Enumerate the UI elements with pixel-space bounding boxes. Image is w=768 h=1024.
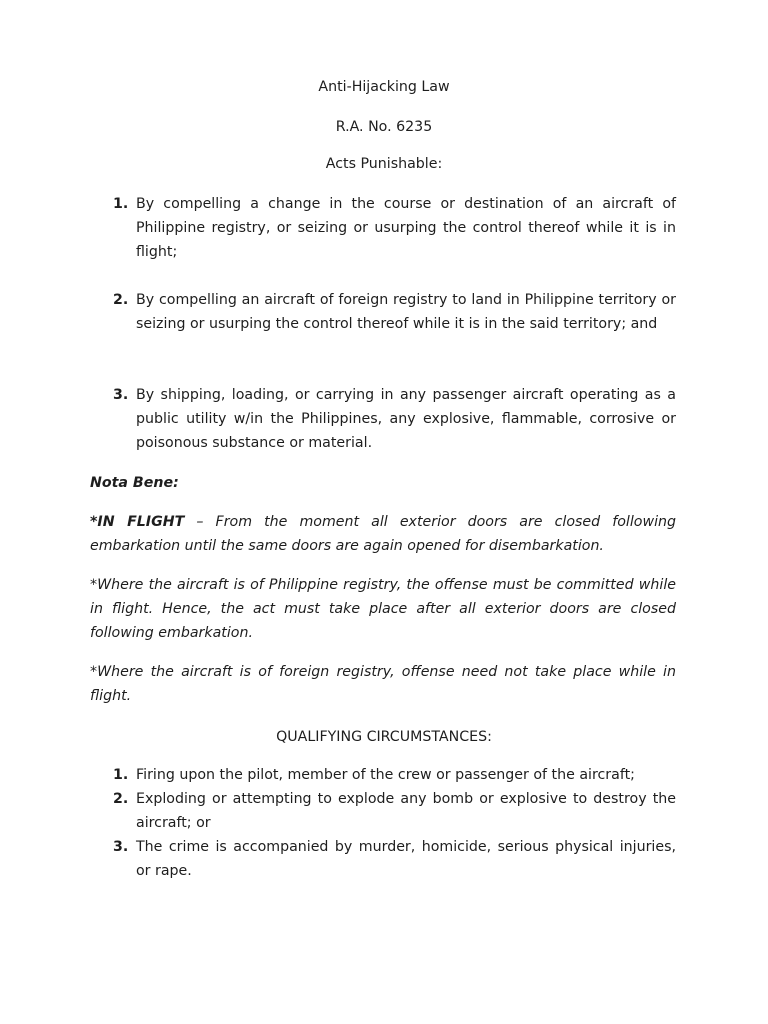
item-number: 2. [113,292,129,308]
item-number: 1. [113,196,129,212]
list-item [0,288,768,336]
ra-number: R.A. No. 6235 [335,119,433,135]
item-text: By shipping, loading, or carrying in any passenger aircraft operating as a public utility w/in the Philippines, any explosive, flammable, corrosive or poisonous substance or material. [136,387,676,451]
item-text: By compelling a change in the course or destination of an aircraft of Philippine registry, or seizing or usurping the control thereof while it is in flight; [136,196,676,260]
in-flight-text: – From the moment all exterior doors are closed following embarkation until the same doors are again opened for disembarkation. [90,514,677,554]
list-item [0,787,768,835]
nota-bene-heading [90,471,676,495]
item-number: 3. [113,387,129,403]
item-number: 1. [113,767,129,783]
item-text: The crime is accompanied by murder, homicide, serious physical injuries, or rape. [136,839,676,879]
item-text: Firing upon the pilot, member of the crew or passenger of the aircraft; [136,767,635,783]
item-number: 2. [113,791,129,807]
in-flight-definition [90,510,676,558]
list-item [0,763,768,787]
acts-heading: Acts Punishable: [325,156,443,172]
acts-list [0,192,768,264]
document-title: Anti-Hijacking Law [318,79,450,95]
item-text: By compelling an aircraft of foreign registry to land in Philippine territory or seizing or usurping the control thereof while it is in the said territory; and [136,292,676,332]
acts-list [0,288,768,336]
item-text: Exploding or attempting to explode any bomb or explosive to destroy the aircraft; or [136,791,676,831]
in-flight-term: *IN FLIGHT [90,514,185,530]
qualifying-heading: QUALIFYING CIRCUMSTANCES: [276,729,492,745]
note-philippine-registry: *Where the aircraft is of Philippine registry, the offense must be committed while in flight. Hence, the act must take place after all exterior doors are closed following embarkation. [90,577,676,641]
list-item [0,192,768,264]
item-number: 3. [113,839,129,855]
qualifying-list [0,763,768,883]
list-item [0,835,768,883]
nota-bene-label: Nota Bene: [90,475,179,491]
note-foreign-registry: *Where the aircraft is of foreign registry, offense need not take place while in flight. [90,664,676,704]
list-item [0,383,768,455]
acts-list [0,383,768,455]
